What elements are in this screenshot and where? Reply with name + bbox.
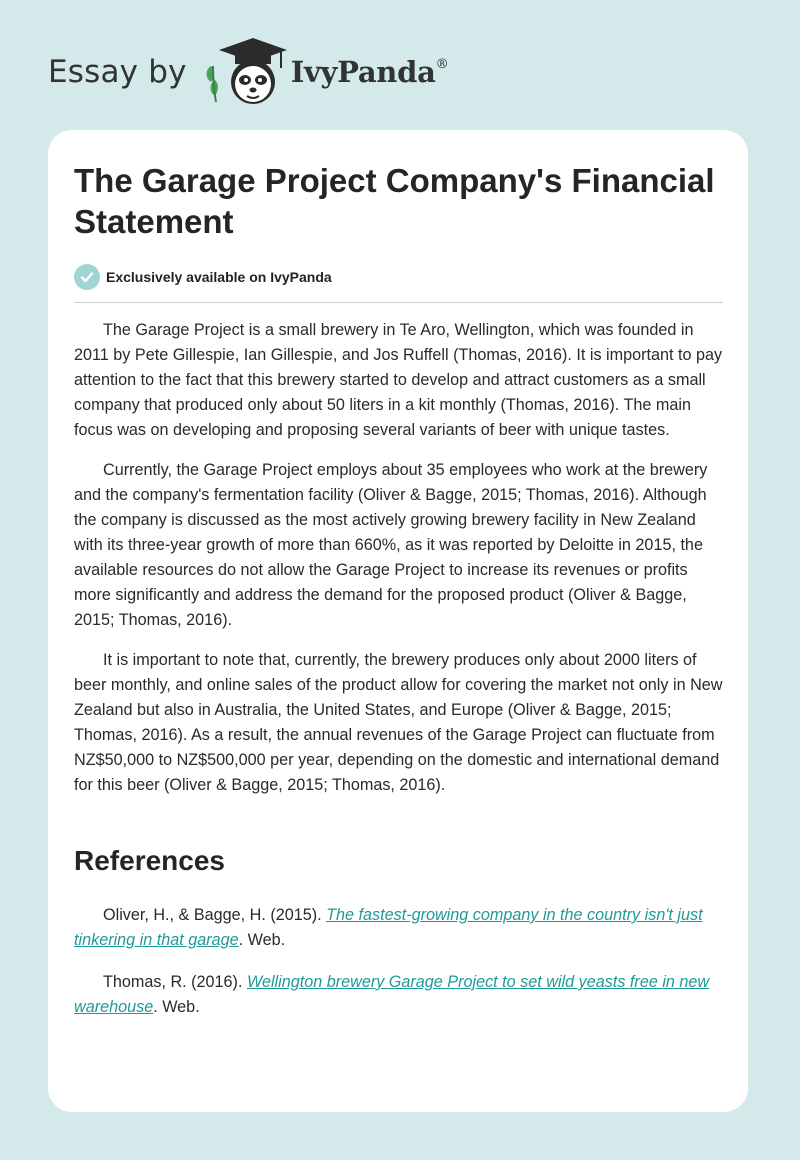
reference-link[interactable]: Wellington brewery Garage Project to set wild yeasts free in new warehouse: [74, 973, 710, 1016]
reference-link[interactable]: The fastest-growing company in the country isn't just tinkering in that garage: [74, 906, 703, 949]
site-header: [48, 36, 448, 108]
reference-item: [74, 903, 724, 953]
reference-authors: Oliver, H., & Bagge, H. (2015).: [103, 906, 327, 924]
registered-mark: ®: [435, 57, 449, 72]
reference-authors: Thomas, R. (2016).: [103, 973, 247, 991]
references-heading: References: [74, 845, 225, 876]
essay-body: [74, 318, 724, 813]
page-title: The Garage Project Company's Financial Statement: [74, 162, 715, 240]
divider: [74, 302, 723, 303]
reference-item: [74, 970, 724, 1020]
checkmark-icon: [74, 264, 100, 290]
reference-suffix: . Web.: [153, 998, 200, 1016]
ivypanda-logo-icon[interactable]: [201, 36, 287, 108]
paragraph: Currently, the Garage Project employs about 35 employees who work at the brewery and the company's fermentation facility (Oliver & Bagge, 2015; Thomas, 2016). Although the company is discussed as the most actively growing brewery facility in New Zealand with its three-year growth of more than 660%, as it was reported by Deloitte in 2015, the available resources do not allow the Garage Project to increase its revenues or profits more significantly and address the demand for the proposed product (Oliver & Bagge, 2015; Thomas, 2016).: [74, 461, 708, 629]
essay-by-label: Essay by: [48, 54, 187, 90]
reference-suffix: . Web.: [238, 931, 286, 949]
ivypanda-brand[interactable]: [291, 55, 449, 89]
paragraph: It is important to note that, currently, the brewery produces only about 2000 liters of beer monthly, and online sales of the product allow for covering the market not only in New Zealand but also in Australia, the United States, and Europe (Oliver & Bagge, 2015; Thomas, 2016). As a result, the annual revenues of the Garage Project can fluctuate from NZ$50,000 to NZ$500,000 per year, depending on the domestic and international demand for this beer (Oliver & Bagge, 2015; Thomas, 2016).: [74, 651, 723, 794]
exclusive-badge: [74, 264, 332, 290]
essay-card: [48, 130, 748, 1112]
paragraph: The Garage Project is a small brewery in Te Aro, Wellington, which was founded in 2011 by Pete Gillespie, Ian Gillespie, and Jos Ruffell (Thomas, 2016). It is important to pay attention to the fact that this brewery started to develop and attract customers as a small company that produced only about 50 liters in a kit monthly (Thomas, 2016). The main focus was on developing and proposing several variants of beer with unique tastes.: [74, 321, 723, 439]
references-list: [74, 903, 724, 1037]
brand-name: IvyPanda: [290, 55, 436, 89]
exclusive-label: Exclusively available on IvyPanda: [106, 269, 332, 285]
